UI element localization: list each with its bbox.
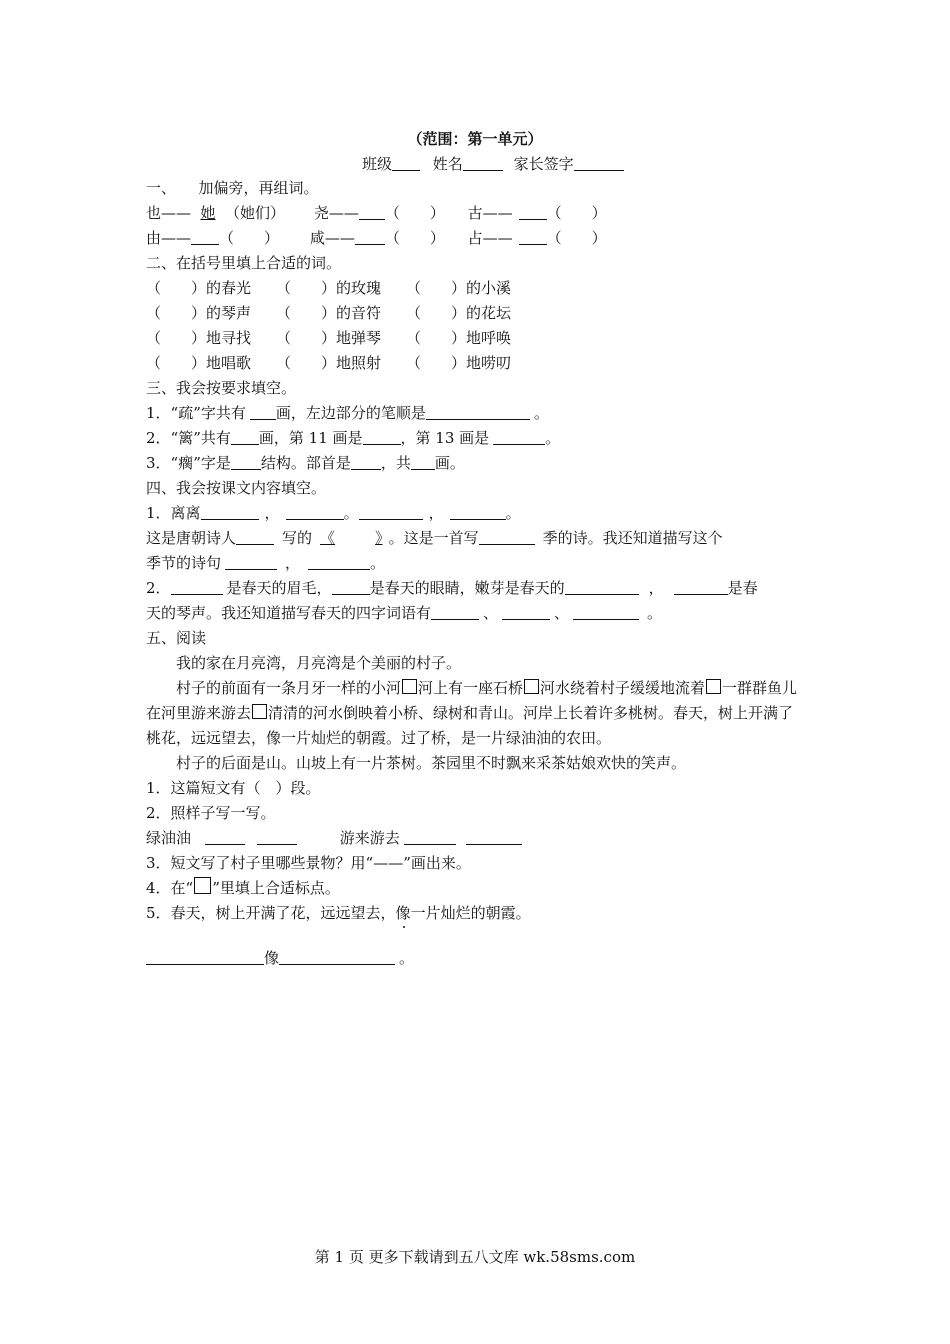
blank[interactable] xyxy=(332,579,370,595)
text: 河水绕着村子缓缓地流着 xyxy=(540,679,706,697)
fill-item[interactable]: （ ）的春光 xyxy=(146,279,252,297)
blank[interactable] xyxy=(308,554,370,570)
section-5-q2: 2．照样子写一写。 xyxy=(146,804,276,822)
fill-item[interactable]: （ ）地寻找 xyxy=(146,329,252,347)
blank[interactable] xyxy=(257,829,297,845)
name-label: 姓名 xyxy=(432,155,463,173)
blank[interactable] xyxy=(171,579,223,595)
text: 。 xyxy=(647,604,663,622)
blank[interactable] xyxy=(286,504,344,520)
section-2-heading: 二、在括号里填上合适的词。 xyxy=(146,254,342,272)
text: 这是唐朝诗人 xyxy=(146,529,237,547)
paren: （ ） xyxy=(546,204,607,222)
blank[interactable] xyxy=(146,949,264,965)
section-5-heading: 五、阅读 xyxy=(146,629,207,647)
text: 1．“疏”字共有 xyxy=(146,404,246,422)
text: 清清的河水倒映着小桥、绿树和青山。河岸上长着许多桃树。春天，树上开满了桃花，远远望去，像一片灿烂的朝霞。过了桥，是一片绿油油的农田。 xyxy=(146,704,794,747)
class-blank[interactable] xyxy=(392,155,420,171)
text: 季节的诗句 xyxy=(146,554,222,572)
section-2-row-1 xyxy=(146,276,808,301)
item-you: 由—— xyxy=(146,229,192,247)
text: 1．离离 xyxy=(146,504,201,522)
text: 。 xyxy=(545,429,561,447)
parent-signature-blank[interactable] xyxy=(574,155,624,171)
text: 画，左边部分的笔顺是 xyxy=(275,404,426,422)
example-word: 绿油油 xyxy=(146,829,192,847)
item-xian: 咸—— xyxy=(309,229,355,247)
text: ”里填上合适标点。 xyxy=(212,879,340,897)
text: 。 xyxy=(533,404,549,422)
text: 季的诗。我还知道描写这个 xyxy=(542,529,723,547)
section-3-q1 xyxy=(146,401,808,426)
fill-item[interactable]: （ ）的音符 xyxy=(276,304,382,322)
blank[interactable] xyxy=(411,454,435,470)
section-3-heading: 三、我会按要求填空。 xyxy=(146,379,297,397)
text: 。 xyxy=(505,504,521,522)
blank[interactable] xyxy=(359,504,423,520)
page-title: （范围：第一单元） xyxy=(407,130,543,148)
text: 是春天的眉毛， xyxy=(226,579,332,597)
section-5-q4 xyxy=(146,876,808,901)
blank[interactable] xyxy=(191,229,219,245)
section-4-q1-line-3 xyxy=(146,551,808,576)
text: 是春天的眼睛，嫩芽是春天的 xyxy=(369,579,565,597)
passage-paragraph-3: 村子的后面是山。山坡上有一片茶树。茶园里不时飘来采茶姑娘欢快的笑声。 xyxy=(176,754,687,772)
blank[interactable] xyxy=(231,429,259,445)
blank[interactable] xyxy=(466,829,522,845)
blank[interactable] xyxy=(519,229,547,245)
text: ，第 13 画是 xyxy=(400,429,490,447)
blank[interactable] xyxy=(201,504,259,520)
section-1-heading: 一、 加偏旁，再组词。 xyxy=(146,179,319,197)
section-5-q5-answer xyxy=(146,940,808,976)
example-word: 游来游去 xyxy=(339,829,400,847)
section-1-row-1 xyxy=(146,201,808,226)
blank[interactable] xyxy=(426,404,530,420)
text: 是春 xyxy=(727,579,758,597)
page-footer: 第 1 页 更多下载请到五八文库 wk.58sms.com xyxy=(314,1248,636,1266)
parent-signature-label: 家长签字 xyxy=(513,155,574,173)
blank[interactable] xyxy=(431,604,479,620)
section-1-row-2 xyxy=(146,226,808,251)
blank[interactable] xyxy=(351,454,381,470)
worksheet-content xyxy=(146,176,808,976)
section-2-row-3 xyxy=(146,326,808,351)
text: 天的琴声。我还知道描写春天的四字词语有 xyxy=(146,604,432,622)
item-yao: 尧—— xyxy=(313,204,359,222)
punctuation-box[interactable] xyxy=(402,679,417,694)
text: 3．“瘸”字是 xyxy=(146,454,231,472)
box-icon xyxy=(194,877,211,894)
section-2-row-4 xyxy=(146,351,808,376)
blank[interactable] xyxy=(250,404,276,420)
text: 画。 xyxy=(434,454,465,472)
blank[interactable] xyxy=(573,604,639,620)
fill-item[interactable]: （ ）地呼唤 xyxy=(406,329,512,347)
paren: （ ） xyxy=(219,229,280,247)
paren: （ ） xyxy=(384,229,445,247)
blank[interactable] xyxy=(236,529,274,545)
emphasis-char: 像 xyxy=(395,904,411,922)
item-zhan: 占—— xyxy=(467,229,513,247)
blank[interactable] xyxy=(450,504,506,520)
example-answer: 她 xyxy=(200,204,216,222)
example-word: （她们） xyxy=(225,204,286,222)
fill-item[interactable]: （ ）地唱歌 xyxy=(146,354,252,372)
text: 村子的前面有一条月牙一样的小河 xyxy=(176,679,402,697)
text: ， xyxy=(264,504,280,522)
text: 2． xyxy=(146,579,171,597)
blank[interactable] xyxy=(479,529,535,545)
paren: （ ） xyxy=(546,229,607,247)
blank[interactable] xyxy=(279,949,395,965)
text: 写的 xyxy=(282,529,313,547)
blank[interactable] xyxy=(363,429,401,445)
section-4-q2 xyxy=(146,576,808,601)
section-3-q2 xyxy=(146,426,808,451)
section-5-q5 xyxy=(146,901,808,926)
text: ， xyxy=(285,554,301,572)
fill-item[interactable]: （ ）的小溪 xyxy=(406,279,512,297)
punctuation-box[interactable] xyxy=(524,679,539,694)
text: 、 xyxy=(483,604,499,622)
section-4-heading: 四、我会按课文内容填空。 xyxy=(146,479,327,497)
text: 4．在“ xyxy=(146,879,194,897)
text: 。 xyxy=(399,949,415,967)
blank[interactable] xyxy=(565,579,639,595)
section-4-q1-line-2 xyxy=(146,526,808,551)
blank[interactable] xyxy=(359,204,385,220)
section-2-row-2 xyxy=(146,301,808,326)
blank[interactable] xyxy=(502,604,550,620)
text: 。 xyxy=(343,504,359,522)
blank[interactable] xyxy=(404,829,456,845)
fill-item[interactable]: （ ）地唠叨 xyxy=(406,354,512,372)
blank[interactable] xyxy=(231,454,261,470)
blank[interactable] xyxy=(355,229,385,245)
text: 2．“篱”共有 xyxy=(146,429,231,447)
name-blank[interactable] xyxy=(463,155,503,171)
text: ，共 xyxy=(380,454,411,472)
section-5-q2-examples xyxy=(146,826,808,851)
punctuation-box[interactable] xyxy=(252,704,267,719)
section-5-q3: 3．短文写了村子里哪些景物？用“——”画出来。 xyxy=(146,854,471,872)
punctuation-box[interactable] xyxy=(706,679,721,694)
section-4-q1 xyxy=(146,501,808,526)
text: ， xyxy=(428,504,444,522)
text: 一群群鱼儿在河里游来游去 xyxy=(146,679,798,722)
text: 、 xyxy=(554,604,570,622)
section-5-q1: 1．这篇短文有（ ）段。 xyxy=(146,779,321,797)
text: 结构。部首是 xyxy=(260,454,351,472)
text: 《 xyxy=(320,529,336,547)
blank[interactable] xyxy=(225,554,277,570)
text: 。这是一首写 xyxy=(388,529,479,547)
text: 河上有一座石桥 xyxy=(418,679,524,697)
fill-item[interactable]: （ ）地弹琴 xyxy=(276,329,382,347)
blank[interactable] xyxy=(519,204,547,220)
text: 5．春天，树上开满了花，远远望去， xyxy=(146,904,396,922)
text: 一片灿烂的朝霞。 xyxy=(410,904,531,922)
fill-item[interactable]: （ ）的花坛 xyxy=(406,304,512,322)
fill-item[interactable]: （ ）的琴声 xyxy=(146,304,252,322)
fill-item[interactable]: （ ）的玫瑰 xyxy=(276,279,382,297)
blank[interactable] xyxy=(493,429,545,445)
section-3-q3 xyxy=(146,451,808,476)
section-4-q2-line-2 xyxy=(146,601,808,626)
student-info-line xyxy=(362,153,624,174)
title-blank[interactable] xyxy=(320,529,383,547)
class-label: 班级 xyxy=(362,155,393,173)
blank[interactable] xyxy=(205,829,245,845)
blank[interactable] xyxy=(674,579,728,595)
fill-item[interactable]: （ ）地照射 xyxy=(276,354,382,372)
paren: （ ） xyxy=(384,204,445,222)
item-ye: 也—— xyxy=(146,204,192,222)
text: 。 xyxy=(370,554,386,572)
text: 》 xyxy=(375,529,383,547)
text: 画，第 11 画是 xyxy=(258,429,363,447)
item-gu: 古—— xyxy=(467,204,513,222)
passage-paragraph-2 xyxy=(146,676,808,751)
passage-paragraph-1: 我的家在月亮湾，月亮湾是个美丽的村子。 xyxy=(176,654,462,672)
text: 像 xyxy=(264,949,280,967)
text: ， xyxy=(648,579,664,597)
